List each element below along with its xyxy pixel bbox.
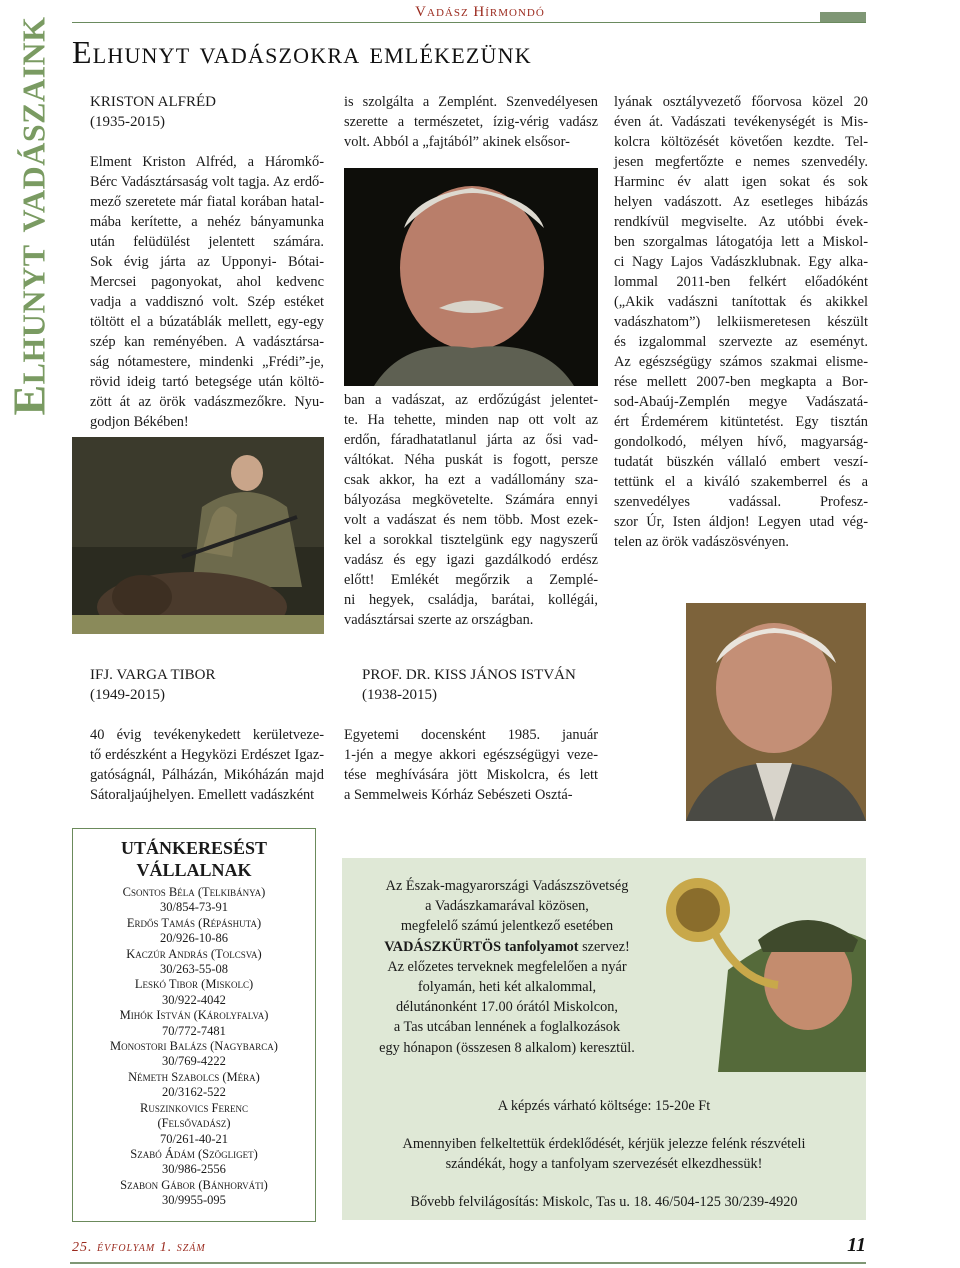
kriston-years: (1935-2015) — [90, 114, 165, 130]
header-rule — [72, 22, 866, 23]
text-line: vadásztársai szerte az országban. — [344, 612, 534, 628]
varga-name: IFJ. VARGA TIBOR — [90, 667, 216, 683]
text-line: Harminc év alatt igen sokat és sok — [614, 174, 868, 190]
text-line: bályozása megkövetelte. Számára ennyi — [344, 492, 598, 508]
text-line: jesen megfertőzte e nemes szenvedély. — [614, 154, 868, 170]
tracker-name: Mihók István (Károlyfalva) — [119, 1008, 269, 1023]
text-line: után felüdülést jelentett számára. — [90, 234, 324, 250]
text-line: Egyetemi docensként 1985. január — [344, 727, 598, 743]
text-line: ni hegyek, családja, barátai, kollégái, — [344, 592, 598, 608]
text-line: a Semmelweis Kórház Sebészeti Osztá- — [344, 787, 573, 803]
text-line: vadja a vaddisznó volt. Szép estéket — [90, 294, 324, 310]
tracker-name: Szabon Gábor (Bánhorváti) — [120, 1177, 268, 1192]
kiss-years: (1938-2015) — [362, 687, 437, 703]
horn-course-title: VADÁSZKÜRTÖS tanfolyamot — [384, 938, 579, 955]
text-line: Mercsei pagonyokat, ahol kedvenc — [90, 274, 324, 290]
horn-course-cost: A képzés várható költsége: 15-20e Ft — [497, 1098, 711, 1114]
tracker-phone: 20/3162-522 — [162, 1085, 226, 1100]
magazine-title: Vadász Hírmondó — [415, 4, 545, 20]
text-line: szor Úr, Isten áldjon! Legyen utad vég- — [614, 514, 868, 530]
text-line: sod-Abaúj-Zemplén megye Vadászatá- — [614, 394, 868, 410]
text-line: szép kan reményében. A vadásztársa- — [90, 334, 324, 350]
text-line: vadászhatom”) lelkiismeretesen készült — [614, 314, 868, 330]
announcement-line: megfelelő számú jelentkező esetében — [400, 918, 614, 935]
text-line: gatóságnál, Pálházán, Mikóházán majd — [90, 767, 324, 783]
text-line: 40 évig tevékenykedett kerületveze- — [90, 727, 324, 743]
announcement-line: Az Észak-magyarországi Vadászszövetség — [385, 878, 629, 894]
horn-course-title-line — [342, 937, 672, 957]
horn-player-photo — [658, 870, 866, 1072]
text-line: csak akkor, ha ezt a vadállomány sza- — [344, 472, 598, 488]
horn-course-contact: Bővebb felvilágosítás: Miskolc, Tas u. 18. 46/504-125 30/239-4920 — [410, 1194, 798, 1210]
text-line: töltött el a búzatáblák mellett, egy-egy — [90, 314, 324, 330]
text-line: gondolkodó, mélyen hívő, magyarság- — [614, 434, 868, 450]
text-line: lommal 2011-ben felkért előadóként — [614, 274, 868, 290]
text-line: tő erdészként a Hegyközi Erdészet Igaz- — [90, 747, 324, 763]
tracker-name: Szabó Ádám (Szögliget) — [130, 1146, 258, 1161]
text-line: ság nótamestere, mindenki „Frédi”-je, — [90, 354, 324, 370]
varga-photo — [344, 168, 598, 386]
tracker-name: Ruszinkovics Ferenc — [140, 1100, 248, 1115]
text-line: kolcra költözését követően kezdte. Tel- — [614, 134, 868, 150]
kiss-photo — [686, 603, 866, 821]
section-vertical-title — [3, 16, 55, 416]
tracker-phone: 30/854-73-91 — [159, 900, 229, 915]
kiss-heading — [362, 665, 622, 705]
varga-text-end — [344, 390, 598, 630]
tracking-title-1: UTÁNKERESÉST — [120, 838, 268, 858]
text-line: szerette a természetet, ízig-vérig vadász — [344, 114, 598, 130]
interest-line-2: szándékát, hogy a tanfolyam szervezését elkezdhessük! — [445, 1156, 763, 1173]
text-line: volt. Abból a „fajtából” akinek elsősor- — [344, 134, 570, 150]
main-title: Elhunyt vadászokra emlékezünk — [72, 34, 532, 70]
text-line: Az egészségügy számos szakmai elisme- — [614, 354, 868, 370]
tracker-phone: 70/261-40-21 — [159, 1131, 229, 1146]
horn-player-icon — [658, 870, 866, 1072]
tracker-phone: 30/9955-095 — [162, 1193, 226, 1208]
text-line: váltókat. Néha puskát is fogott, persze — [344, 452, 598, 468]
varga-text-start — [90, 725, 324, 805]
announcement-line: folyamán, heti két alkalommal, — [417, 979, 597, 996]
interest-line-1: Amennyiben felkeltettük érdeklődését, kérjük jelezze felénk részvételi — [402, 1136, 806, 1152]
text-line: 1-jén a megye akkori egészségügyi veze- — [344, 747, 598, 763]
tracker-phone: 30/986-2556 — [162, 1162, 226, 1177]
tracker-phone: 70/772-7481 — [162, 1023, 226, 1038]
announcement-line: a Vadászkamarával közösen, — [425, 898, 589, 915]
text-line: godjon Békében! — [90, 414, 189, 430]
tracking-service-box — [72, 828, 316, 1222]
portrait-kiss-icon — [686, 603, 866, 821]
text-line: Elment Kriston Alfréd, a Háromkő- — [90, 154, 324, 170]
horn-course-box — [342, 858, 866, 1220]
horn-course-announcement — [342, 876, 672, 1058]
tracker-name: Erdős Tamás (Répáshuta) — [126, 915, 262, 930]
text-line: volt a vadászat és nem több. Most ezek- — [344, 512, 598, 528]
announcement-line: Az előzetes terveknek megfelelően a nyár — [387, 958, 627, 975]
tracker-name: Kaczúr András (Tolcsva) — [126, 946, 262, 961]
text-line: ci Nagy Lajos Vadászklubnak. Egy alka- — [614, 254, 868, 270]
hunter-boar-photo-icon — [72, 437, 324, 634]
text-line: éven át. Vadászati tevékenységét is Mis- — [614, 114, 868, 130]
text-line: vadász és egy igazi gazdálkodó erdész — [344, 552, 598, 568]
text-line: ért Érdemérem kitüntetést. Egy tisztán — [614, 414, 868, 430]
issue-label: 25. évfolyam 1. szám — [72, 1240, 206, 1255]
tracking-contacts-list — [73, 885, 315, 1209]
text-line: tése meghívására jött Miskolcra, és lett — [344, 767, 598, 783]
kriston-heading — [90, 92, 320, 132]
text-line: tettünk el a kiváló szakemberrel és a — [614, 474, 868, 490]
kriston-name: KRISTON ALFRÉD — [90, 94, 216, 110]
text-line: zött át az örök vadászmezőkre. Nyu- — [90, 394, 324, 410]
text-line: telen az örök vadászösvényen. — [614, 534, 790, 550]
portrait-varga-icon — [344, 168, 598, 386]
page-number: 11 — [847, 1234, 866, 1256]
announcement-line: délutánonként 17.00 órától Miskolcon, — [396, 999, 618, 1016]
vertical-title-text: Elhunyt vadászaink — [3, 16, 55, 416]
text-line: lyának osztályvezető főorvosa közel 20 — [614, 94, 868, 110]
text-line: rése mellett 2007-ben megkapta a Bor- — [614, 374, 868, 390]
text-line: erdőn, fáradhatatlanul járta az ősi vad- — [344, 432, 598, 448]
kiss-text-start — [344, 725, 598, 805]
tracker-phone: 30/263-55-08 — [159, 962, 229, 977]
kiss-name: PROF. DR. KISS JÁNOS ISTVÁN — [362, 667, 576, 683]
text-line: kel a sorokkal tisztelgünk egy nagyszerű — [344, 532, 598, 548]
tracker-phone: 30/922-4042 — [162, 992, 226, 1007]
announcement-line: a Tas utcában lennének a foglalkozások — [393, 1019, 621, 1036]
text-line: ben szorgalmas látogatója lett a Miskol- — [614, 234, 868, 250]
announcement-line: egy hónapon (összesen 8 alkalom) keresztül. — [379, 1039, 635, 1056]
text-line: rövid ideig tartó betegsége után költö- — [90, 374, 324, 390]
varga-text-continued — [344, 92, 598, 152]
text-line: rendkívül megviselte. Az utóbbi évek- — [614, 214, 868, 230]
horn-course-title-tail: szervez! — [578, 938, 630, 955]
tracker-phone: 20/926-10-86 — [159, 931, 229, 946]
text-line: Bérc Vadásztársaság volt tagja. Az erdő- — [90, 174, 324, 190]
text-line: szenvedélyes vadással. Profesz- — [614, 494, 868, 510]
text-line: ban a vadászat, az erdőzúgást jelentet- — [344, 392, 598, 408]
kiss-text-continued — [614, 92, 868, 552]
text-line: helyen vadászott. Az esetleges hibázás — [614, 194, 868, 210]
text-line: mába kerítette, a nehéz bányamunka — [90, 214, 324, 230]
tracker-name: Monostori Balázs (Nagybarca) — [110, 1039, 278, 1054]
tracking-title-2: VÁLLALNAK — [136, 860, 252, 880]
tracker-name: (Felsővadász) — [157, 1116, 231, 1131]
kriston-photo — [72, 437, 324, 634]
text-line: mező szeretete már fiatal korában hatal- — [90, 194, 324, 210]
text-line: tudatát büszkén vállaló embert veszí- — [614, 454, 868, 470]
tracker-name: Csontos Béla (Telkibánya) — [122, 885, 266, 899]
text-line: és izgalommal szervezte az eseményt. — [614, 334, 868, 350]
tracker-name: Leskó Tibor (Miskolc) — [134, 977, 254, 992]
tracker-phone: 30/769-4222 — [162, 1054, 226, 1069]
text-line: is szolgálta a Zemplént. Szenvedélyesen — [344, 94, 598, 110]
horn-course-interest — [342, 1134, 866, 1174]
footer-rule — [70, 1262, 866, 1264]
varga-heading — [90, 665, 320, 705]
varga-years: (1949-2015) — [90, 687, 165, 703]
tracker-name: Németh Szabolcs (Méra) — [128, 1069, 260, 1084]
text-line: előtt! Emlékét megőrzik a Zemplé- — [344, 572, 598, 588]
text-line: te. Ha tehette, minden nap ott volt az — [344, 412, 598, 428]
text-line: Sok évig járta az Upponyi- Bótai- — [90, 254, 324, 270]
kriston-obituary — [90, 152, 324, 432]
text-line: („Akik vadászni tanítottak és akikkel — [614, 294, 868, 310]
text-line: Sátoraljaújhelyen. Emellett vadászként — [90, 787, 315, 803]
